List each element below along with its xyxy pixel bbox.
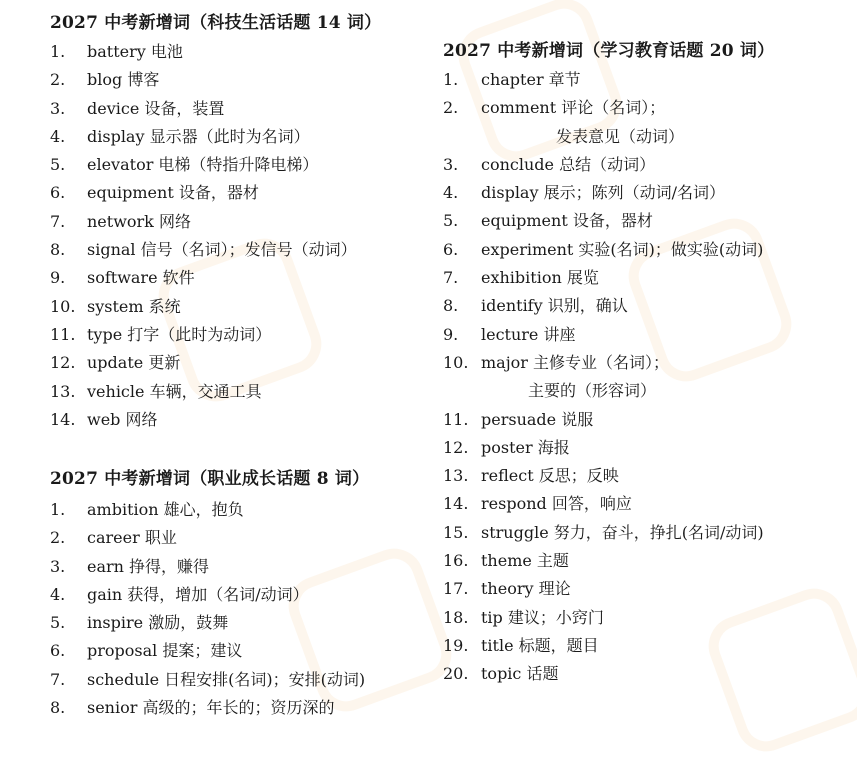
list-item [443,264,774,292]
item-text: network 网络 [87,211,191,231]
list-item [50,95,381,123]
list-item [443,321,774,349]
item-number: 3. [50,98,66,118]
item-number: 5. [50,155,66,175]
item-number: 1. [50,500,66,519]
item-number: 1. [443,70,459,89]
item-number: 19. [443,635,469,655]
item-text: struggle 努力，奋斗，挣扎(名词/动词) [481,522,764,542]
section-title: 2027 中考新增词（科技生活话题 14 词） [50,13,382,33]
item-number: 7. [50,211,66,231]
list-item [443,660,774,688]
list-item [50,66,381,94]
list-item [443,632,774,660]
item-number: 13. [443,466,469,486]
list-item [443,66,774,94]
list-item [443,207,774,235]
item-text: display 显示器（此时为名词） [87,126,310,146]
item-text: gain 获得，增加（名词/动词） [87,584,309,604]
item-number: 10. [50,296,76,316]
list-item [443,151,774,179]
item-text: software 软件 [87,268,195,288]
item-text: identify 识别，确认 [481,296,628,316]
item-text: vehicle 车辆，交通工具 [87,381,262,401]
list-item [443,292,774,320]
item-text-continuation: 主要的（形容词） [528,381,657,401]
item-number: 11. [50,324,76,344]
item-text: proposal 提案；建议 [87,641,243,661]
list-item [50,496,369,524]
item-number: 7. [50,669,66,689]
list-item [50,321,381,349]
item-number: 8. [443,296,459,316]
item-number: 11. [443,409,469,429]
section-tech-words [50,12,381,434]
item-text: senior 高级的；年长的；资历深的 [87,698,335,718]
item-number: 6. [50,183,66,203]
item-text: theme 主题 [481,551,569,571]
section-title: 2027 中考新增词（职业成长话题 8 词） [50,469,370,489]
list-item [443,519,774,547]
list-item [443,434,774,462]
section-title: 2027 中考新增词（学习教育话题 20 词） [443,41,775,61]
list-item [443,490,774,518]
list-item [50,609,369,637]
item-number: 9. [50,268,66,288]
item-text: signal 信号（名词）；发信号（动词） [87,240,357,260]
list-item [50,349,381,377]
list-item [50,264,381,292]
item-text: major 主修专业（名词）； [481,352,670,372]
item-text: blog 博客 [87,70,160,90]
item-text: web 网络 [87,409,158,429]
item-number: 20. [443,664,469,684]
list-item [50,406,381,434]
item-number: 12. [443,437,469,457]
item-text: reflect 反思；反映 [481,466,619,486]
item-number: 14. [50,409,76,429]
section-career-words [50,468,369,722]
item-text: device 设备，装置 [87,98,225,118]
item-text: equipment 设备，器材 [481,211,653,231]
item-text: tip 建议；小窍门 [481,607,604,627]
item-number: 12. [50,353,76,373]
item-number: 5. [50,613,66,633]
item-text: display 展示；陈列（动词/名词） [481,183,725,203]
list-item [443,462,774,490]
item-text: system 系统 [87,296,181,316]
item-number: 6. [443,239,459,259]
list-item [443,604,774,632]
section-study-words [443,40,774,689]
list-item [50,236,381,264]
item-number: 3. [50,556,66,576]
list-item [443,406,774,434]
list-item [50,378,381,406]
item-text: lecture 讲座 [481,324,576,344]
list-item [443,349,774,406]
list-item [50,179,381,207]
item-text: type 打字（此时为动词） [87,324,272,344]
list-item [443,94,774,151]
list-item [50,553,369,581]
item-number: 16. [443,551,469,571]
item-text: exhibition 展览 [481,268,599,288]
item-number: 6. [50,641,66,661]
item-number: 4. [50,584,66,604]
item-number: 5. [443,211,459,231]
list-item [50,666,369,694]
list-item [443,236,774,264]
list-item [443,575,774,603]
list-item [50,208,381,236]
list-item [50,123,381,151]
item-number: 4. [443,183,459,203]
item-text: comment 评论（名词）； [481,98,666,118]
item-number: 10. [443,352,469,372]
item-number: 8. [50,698,66,718]
word-list [50,38,381,434]
item-number: 7. [443,268,459,288]
item-text-continuation: 发表意见（动词） [556,126,685,146]
item-text: conclude 总结（动词） [481,154,656,174]
item-text: inspire 激励，鼓舞 [87,613,229,633]
item-text: persuade 说服 [481,409,594,429]
item-text: theory 理论 [481,579,571,599]
item-number: 4. [50,126,66,146]
item-text: experiment 实验(名词)；做实验(动词) [481,239,764,259]
item-number: 2. [443,98,459,118]
item-number: 17. [443,579,469,599]
list-item [50,151,381,179]
item-text: elevator 电梯（特指升降电梯） [87,155,319,175]
list-item [50,694,369,722]
list-item [443,179,774,207]
item-text: schedule 日程安排(名词)；安排(动词) [87,669,366,689]
item-number: 18. [443,607,469,627]
item-text: title 标题，题目 [481,635,599,655]
item-text: poster 海报 [481,437,570,457]
item-number: 8. [50,240,66,260]
item-text: topic 话题 [481,664,559,684]
word-list [443,66,774,689]
item-number: 3. [443,154,459,174]
item-text: battery 电池 [87,42,183,61]
item-text: update 更新 [87,353,181,373]
word-list [50,496,369,722]
list-item [50,637,369,665]
item-text: respond 回答，响应 [481,494,632,514]
list-item [50,38,381,66]
list-item [50,293,381,321]
item-text: equipment 设备，器材 [87,183,259,203]
item-text: career 职业 [87,528,177,548]
item-number: 14. [443,494,469,514]
item-number: 1. [50,42,66,61]
item-number: 13. [50,381,76,401]
item-number: 2. [50,70,66,90]
list-item [50,524,369,552]
item-number: 15. [443,522,469,542]
item-number: 2. [50,528,66,548]
item-text: earn 挣得，赚得 [87,556,210,576]
item-text: ambition 雄心，抱负 [87,500,244,519]
list-item [443,547,774,575]
list-item [50,581,369,609]
item-text: chapter 章节 [481,70,581,89]
item-number: 9. [443,324,459,344]
